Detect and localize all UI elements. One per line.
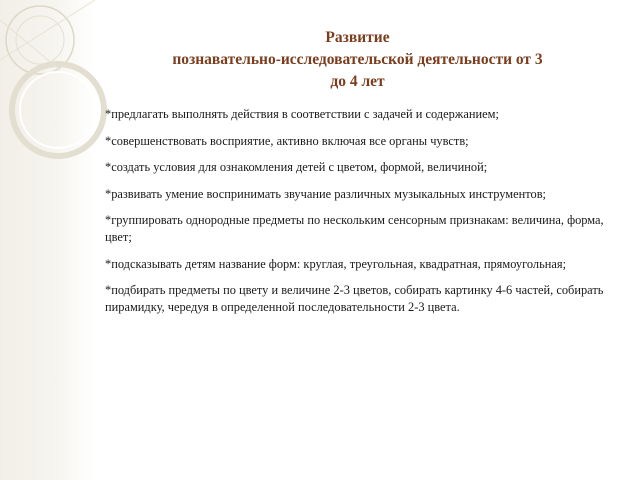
title-line-1: Развитие <box>325 29 390 46</box>
list-item: *группировать однородные предметы по нескольким сенсорным признакам: величина, форма, цвет; <box>105 213 604 244</box>
list-item: *предлагать выполнять действия в соответствии с задачей и содержанием; <box>105 107 499 121</box>
list-item: *развивать умение воспринимать звучание различных музыкальных инструментов; <box>105 186 546 201</box>
title-line-3: до 4 лет <box>330 73 385 90</box>
list-item: *совершенствовать восприятие, активно включая все органы чувств; <box>105 133 469 148</box>
list-item: *подбирать предметы по цвету и величине 2-3 цветов, собирать картинку 4-6 частей, собирать пирамидку, чередуя в определенной последовательности 2-3 цвета. <box>105 283 604 314</box>
list-item: *создать условия для ознакомления детей с цветом, формой, величиной; <box>105 160 488 174</box>
title-line-2: познавательно-исследовательской деятельности от 3 <box>172 51 543 68</box>
slide-title <box>95 27 620 93</box>
list-item: *подсказывать детям название форм: круглая, треугольная, квадратная, прямоугольная; <box>105 256 567 271</box>
bullet-list <box>105 106 620 326</box>
